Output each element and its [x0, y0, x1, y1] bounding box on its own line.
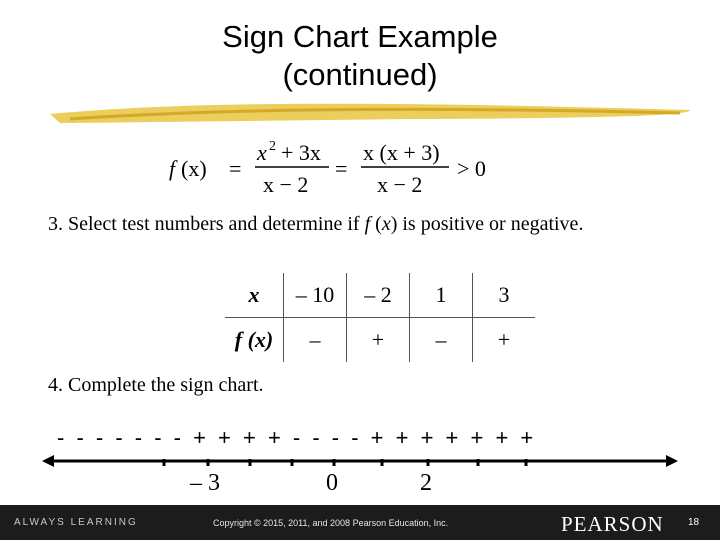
label-0: 0 — [326, 470, 338, 496]
test-number-cell: – 2 — [347, 273, 410, 318]
sign-cell: + — [497, 327, 511, 352]
test-number-cell: – 10 — [284, 273, 347, 318]
sign-cell: – — [410, 318, 473, 363]
row-label-x: x — [225, 273, 284, 318]
number-line — [40, 446, 680, 476]
label-2: 2 — [420, 470, 432, 496]
footer-bar — [0, 505, 720, 540]
label-neg-3: – 3 — [190, 470, 220, 496]
title-line-1: Sign Chart Example — [222, 19, 498, 54]
step-4-text: 4. Complete the sign chart. — [48, 374, 264, 396]
title-line-2: (continued) — [282, 57, 438, 92]
step-3-text: 3. Select test numbers and determine if f (x) is positive or negative. — [48, 213, 584, 235]
table-row-x — [225, 273, 535, 318]
test-number-cell: 1 — [410, 273, 473, 318]
eq-equals-1: = — [229, 156, 242, 181]
test-number-cell: 3 — [473, 273, 536, 318]
frac2-num: x (x + 3) — [363, 140, 440, 165]
sign-cell: – — [284, 318, 347, 363]
frac1-num-exp: 2 — [269, 140, 276, 154]
ineq-greater-zero: > 0 — [457, 156, 486, 181]
table-row-fx — [225, 318, 535, 363]
inequality-equation — [165, 140, 505, 200]
slide-title — [0, 18, 720, 94]
row-label-fx: f (x) — [225, 318, 284, 363]
arrow-right-icon — [666, 455, 678, 467]
arrow-left-icon — [42, 455, 54, 467]
sign-cell: + — [347, 318, 410, 363]
copyright-text: Copyright © 2015, 2011, and 2008 Pearson Education, Inc. — [213, 518, 449, 528]
frac2-den: x − 2 — [377, 172, 423, 197]
test-number-table — [225, 273, 535, 362]
always-learning-text: ALWAYS LEARNING — [14, 517, 138, 528]
eq-paren-x: (x) — [181, 156, 207, 181]
frac1-num-x: x — [257, 140, 267, 165]
frac1-num-rest: + 3x — [281, 140, 321, 165]
frac1-den: x − 2 — [263, 172, 309, 197]
page-number: 18 — [688, 517, 700, 528]
eq-equals-2: = — [335, 156, 348, 181]
sign-chart-signs: - - - - - - - + + + + - - - - + + + + + + + — [57, 425, 537, 450]
yellow-swoosh-divider — [0, 92, 720, 132]
eq-f: f — [169, 156, 176, 181]
pearson-logo: PEARSON — [561, 512, 664, 536]
